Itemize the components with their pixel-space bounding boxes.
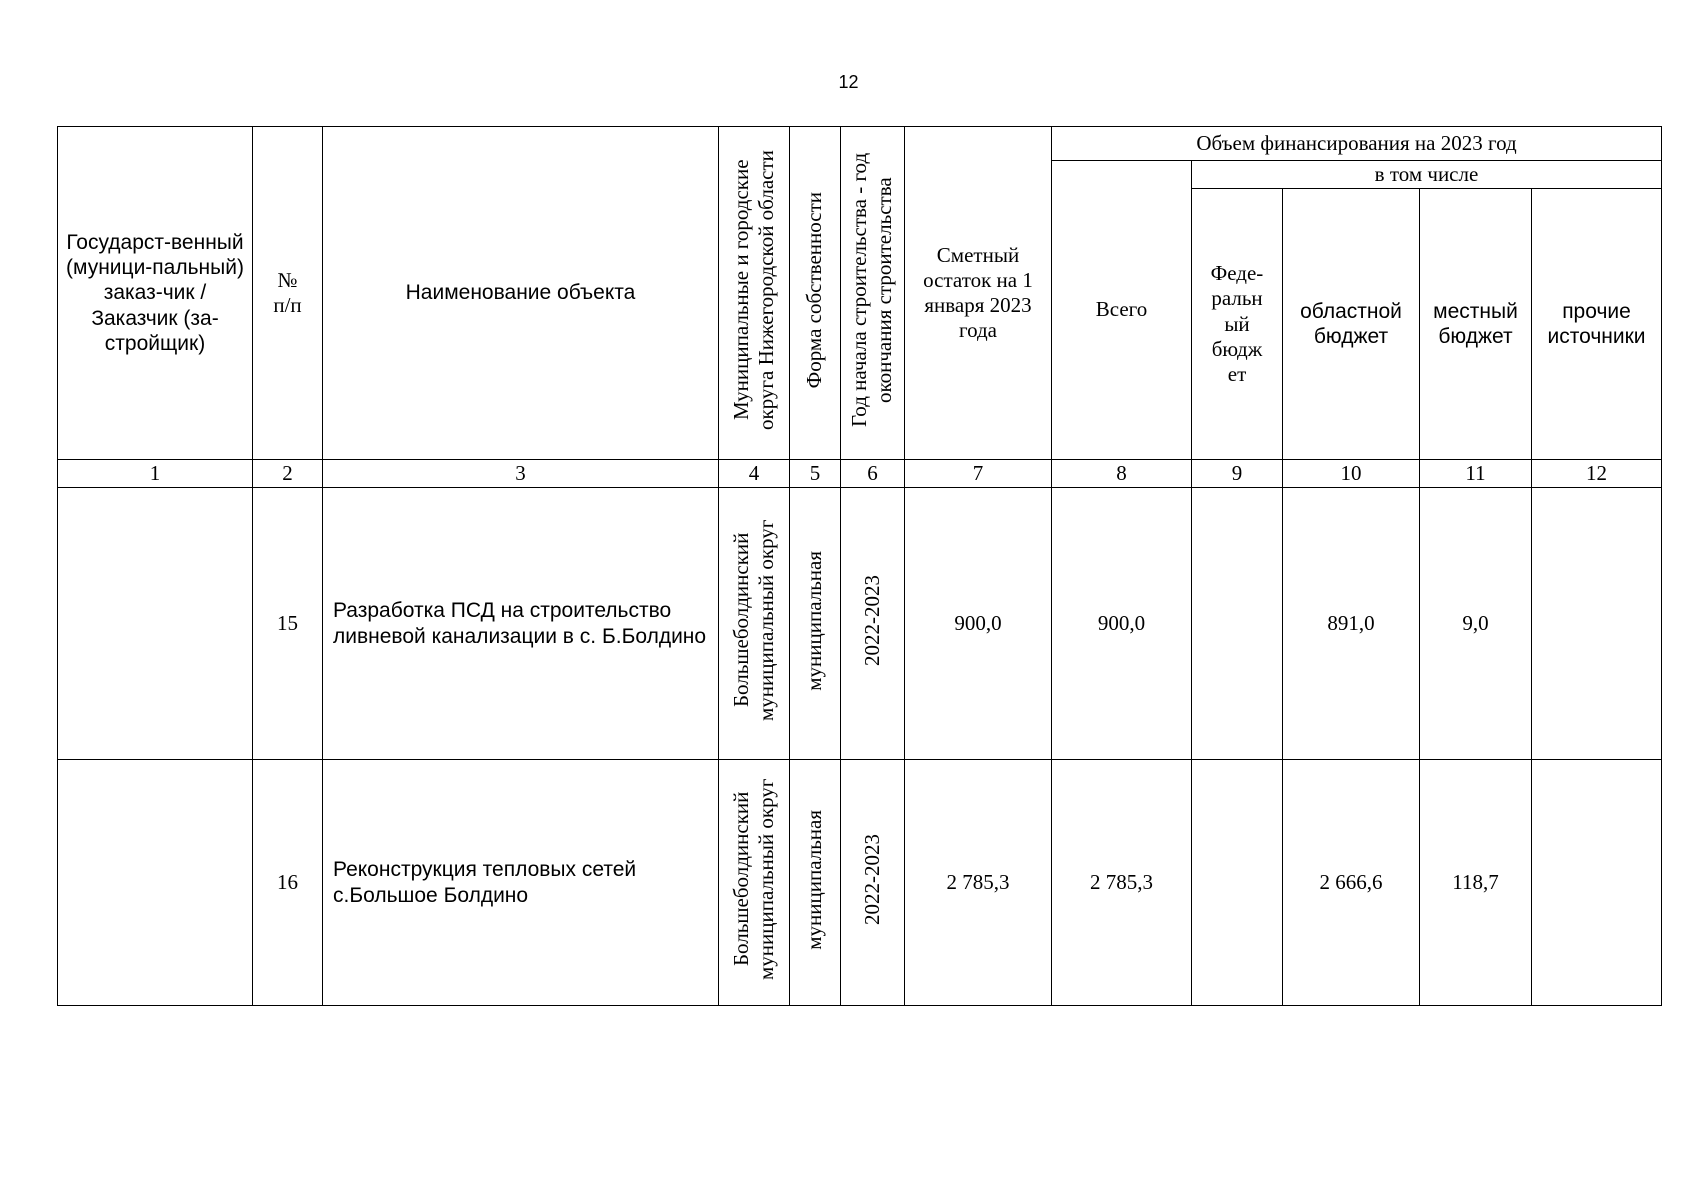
row-regional: 891,0 xyxy=(1283,488,1420,760)
row-ownership xyxy=(790,760,841,1006)
row-regional: 2 666,6 xyxy=(1283,760,1420,1006)
header-other xyxy=(1532,189,1662,460)
header-ownership-text: Форма собственности xyxy=(802,191,827,389)
column-number: 7 xyxy=(905,460,1052,488)
header-num-text: № п/п xyxy=(273,267,302,317)
row-total: 2 785,3 xyxy=(1052,760,1192,1006)
row-federal xyxy=(1192,760,1283,1006)
row-object-name-text: Разработка ПСД на строительство ливневой канализации в с. Б.Болдино xyxy=(333,599,707,648)
table-row xyxy=(58,760,1662,1006)
header-estimate xyxy=(905,127,1052,460)
row-object-name xyxy=(323,488,719,760)
header-customer-text: Государст-венный (муници-пальный) заказ-чик / Заказчик (за-стройщик) xyxy=(66,231,244,355)
column-number: 3 xyxy=(323,460,719,488)
header-regional xyxy=(1283,189,1420,460)
header-other-text: прочие источники xyxy=(1547,299,1646,349)
row-ownership-text: муниципальная xyxy=(802,550,827,691)
row-years-text: 2022-2023 xyxy=(859,833,884,925)
header-years-text: Год начала строительства - год окончания строительства xyxy=(847,152,897,427)
header-district-text: Муниципальные и городские округа Нижегородской области xyxy=(728,149,778,430)
header-federal-text: Феде-ральн ый бюдж ет xyxy=(1210,261,1264,386)
financing-table xyxy=(57,126,1662,1006)
header-customer xyxy=(58,127,253,460)
column-number: 10 xyxy=(1283,460,1420,488)
header-num xyxy=(253,127,323,460)
row-estimate: 2 785,3 xyxy=(905,760,1052,1006)
row-customer xyxy=(58,488,253,760)
row-years-text: 2022-2023 xyxy=(859,574,884,666)
header-total-text: Всего xyxy=(1095,297,1148,322)
header-including xyxy=(1192,161,1662,189)
page-number: 12 xyxy=(838,72,859,92)
row-district xyxy=(719,488,790,760)
row-estimate: 900,0 xyxy=(905,488,1052,760)
row-local: 9,0 xyxy=(1420,488,1532,760)
header-object-name xyxy=(323,127,719,460)
header-federal xyxy=(1192,189,1283,460)
row-ownership-text: муниципальная xyxy=(802,809,827,950)
header-object-name-text: Наименование объекта xyxy=(405,281,636,305)
column-number: 12 xyxy=(1532,460,1662,488)
header-district xyxy=(719,127,790,460)
column-numbers-row xyxy=(58,460,1662,488)
header-financing-group xyxy=(1052,127,1662,161)
row-years xyxy=(841,760,905,1006)
row-other xyxy=(1532,488,1662,760)
row-district xyxy=(719,760,790,1006)
row-district-text: Большеболдинский муниципальный округ xyxy=(728,519,778,722)
row-federal xyxy=(1192,488,1283,760)
column-number: 9 xyxy=(1192,460,1283,488)
column-number: 5 xyxy=(790,460,841,488)
column-number: 11 xyxy=(1420,460,1532,488)
row-num: 15 xyxy=(253,488,323,760)
column-number: 1 xyxy=(58,460,253,488)
header-estimate-text: Сметный остаток на 1 января 2023 года xyxy=(923,242,1033,343)
column-number: 8 xyxy=(1052,460,1192,488)
header-total xyxy=(1052,161,1192,460)
column-number: 6 xyxy=(841,460,905,488)
row-num: 16 xyxy=(253,760,323,1006)
header-years xyxy=(841,127,905,460)
header-row-1 xyxy=(58,127,1662,161)
row-district-text: Большеболдинский муниципальный округ xyxy=(728,778,778,981)
row-object-name-text: Реконструкция тепловых сетей с.Большое Болдино xyxy=(333,858,637,907)
table-row xyxy=(58,488,1662,760)
header-financing-group-text: Объем финансирования на 2023 год xyxy=(1196,130,1517,155)
header-ownership xyxy=(790,127,841,460)
header-including-text: в том числе xyxy=(1374,162,1479,187)
header-local xyxy=(1420,189,1532,460)
row-years xyxy=(841,488,905,760)
row-ownership xyxy=(790,488,841,760)
column-number: 2 xyxy=(253,460,323,488)
row-customer xyxy=(58,760,253,1006)
row-local: 118,7 xyxy=(1420,760,1532,1006)
row-object-name xyxy=(323,760,719,1006)
row-total: 900,0 xyxy=(1052,488,1192,760)
column-number: 4 xyxy=(719,460,790,488)
row-other xyxy=(1532,760,1662,1006)
header-regional-text: областной бюджет xyxy=(1300,299,1402,349)
header-local-text: местный бюджет xyxy=(1433,299,1518,349)
